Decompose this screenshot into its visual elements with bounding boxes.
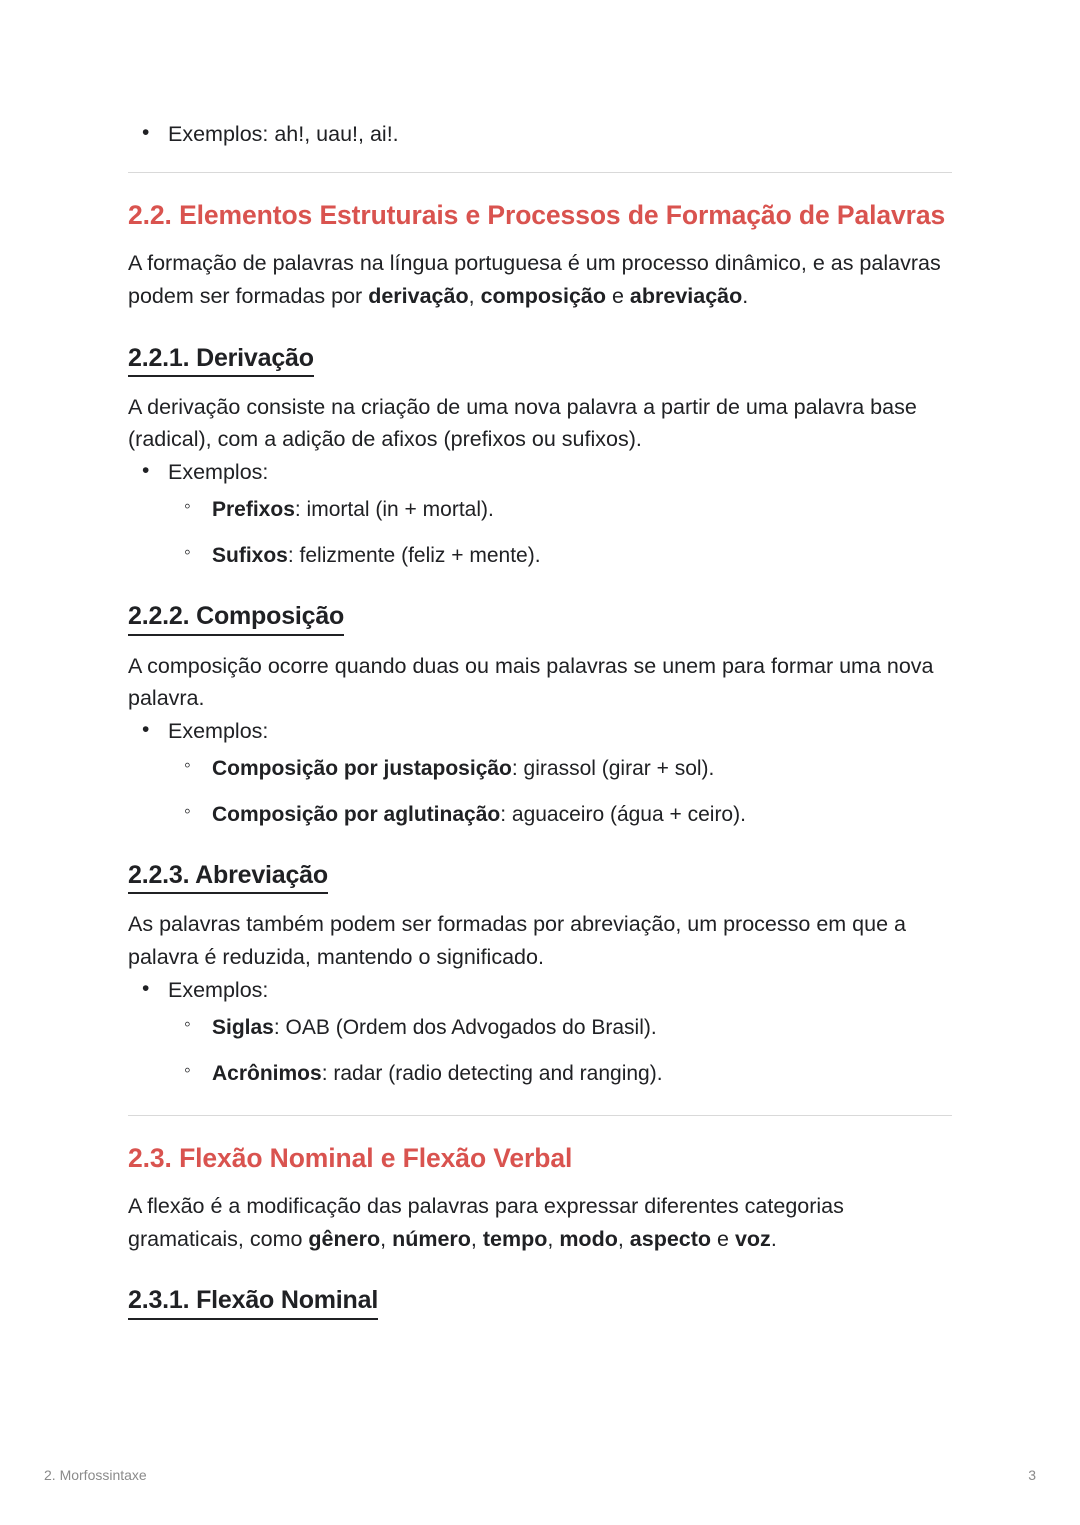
examples-sublist: [168, 753, 952, 830]
example-detail: : felizmente (feliz + mente).: [287, 543, 541, 567]
examples-list-2-2-3: [128, 974, 952, 1089]
section-2-3-intro: [128, 1190, 952, 1255]
example-term: Prefixos: [212, 498, 295, 522]
section-heading-2-3: 2.3. Flexão Nominal e Flexão Verbal: [128, 1143, 573, 1174]
examples-sublist: [168, 494, 952, 571]
divider: [128, 172, 952, 173]
examples-list-2-2-2: [128, 715, 952, 830]
examples-list-2-2-1: [128, 456, 952, 571]
list-item: [168, 540, 952, 572]
intro-bold-abreviacao: abreviação: [629, 283, 743, 308]
intro-text-end: .: [742, 283, 749, 308]
list-item: [168, 753, 952, 785]
subsection-2-2-1: [128, 343, 952, 572]
examples-sublist: [168, 1012, 952, 1089]
intro-bold-tempo: tempo: [482, 1226, 548, 1251]
example-detail: : imortal (in + mortal).: [294, 498, 494, 522]
intro-text-part-1: A formação de palavras na língua portuguesa é um processo dinâmico, e as palavras podem ser formadas por: [128, 251, 941, 308]
list-item: [168, 1012, 952, 1044]
list-item: [128, 974, 952, 1089]
top-bullet-list: [128, 118, 952, 150]
example-term: Siglas: [212, 1016, 274, 1040]
sep-4: ,: [617, 1226, 630, 1251]
subsection-2-2-2-body: A composição ocorre quando duas ou mais palavras se unem para formar uma nova palavra.: [128, 653, 934, 711]
sep-2: ,: [470, 1226, 483, 1251]
intro-sep-2: e: [606, 283, 630, 308]
page-footer: [44, 1467, 1036, 1483]
subsection-heading-2-2-2: 2.2.2. Composição: [128, 601, 344, 635]
intro-bold-derivacao: derivação: [368, 283, 469, 308]
examples-label: Exemplos:: [168, 718, 269, 743]
subsection-2-2-1-body: A derivação consiste na criação de uma nova palavra a partir de uma palavra base (radical), com a adição de afixos (prefixos ou sufixos).: [128, 394, 917, 452]
divider: [128, 1115, 952, 1116]
intro-bold-composicao: composição: [480, 283, 607, 308]
example-detail: : girassol (girar + sol).: [511, 757, 715, 781]
intro-bold-numero: número: [392, 1226, 471, 1251]
example-term: Composição por justaposição: [212, 757, 512, 781]
intro-text-end: .: [770, 1226, 777, 1251]
sep-3: ,: [547, 1226, 560, 1251]
subsection-heading-2-3-1: 2.3.1. Flexão Nominal: [128, 1285, 378, 1319]
sep-1: ,: [380, 1226, 393, 1251]
example-detail: : OAB (Ordem dos Advogados do Brasil).: [273, 1016, 657, 1040]
sep-5: e: [711, 1226, 735, 1251]
intro-bold-aspecto: aspecto: [629, 1226, 712, 1251]
subsection-2-2-2: [128, 601, 952, 830]
list-item: [128, 715, 952, 830]
footer-chapter-label: 2. Morfossintaxe: [44, 1467, 147, 1483]
list-item: [168, 1058, 952, 1090]
section-2-2-intro: [128, 247, 952, 312]
subsection-heading-2-2-1: 2.2.1. Derivação: [128, 343, 314, 377]
example-term: Sufixos: [212, 543, 288, 567]
list-item: [128, 456, 952, 571]
subsection-2-3-1: [128, 1285, 952, 1319]
section-heading-2-2: 2.2. Elementos Estruturais e Processos de Formação de Palavras: [128, 200, 946, 231]
intro-sep-1: ,: [468, 283, 481, 308]
example-term: Acrônimos: [212, 1061, 322, 1085]
examples-label: Exemplos:: [168, 460, 269, 485]
example-term: Composição por aglutinação: [212, 802, 501, 826]
subsection-2-2-3-body: As palavras também podem ser formadas por abreviação, um processo em que a palavra é reduzida, mantendo o significado.: [128, 912, 906, 970]
list-item: [128, 118, 952, 150]
examples-label: Exemplos:: [168, 977, 269, 1002]
footer-page-number: 3: [1028, 1467, 1036, 1483]
top-bullet-text: Exemplos: ah!, uau!, ai!.: [168, 122, 399, 146]
example-detail: : aguaceiro (água + ceiro).: [500, 802, 746, 826]
intro-bold-modo: modo: [559, 1226, 618, 1251]
intro-text-start: A flexão é a modificação das palavras para expressar diferentes categorias gramaticais, como: [128, 1193, 844, 1251]
subsection-2-2-3: [128, 860, 952, 1089]
list-item: [168, 494, 952, 526]
list-item: [168, 799, 952, 831]
example-detail: : radar (radio detecting and ranging).: [321, 1061, 663, 1085]
intro-bold-genero: gênero: [308, 1226, 381, 1251]
intro-bold-voz: voz: [734, 1226, 771, 1251]
subsection-heading-2-2-3: 2.2.3. Abreviação: [128, 860, 328, 894]
page-content: [128, 118, 952, 1320]
